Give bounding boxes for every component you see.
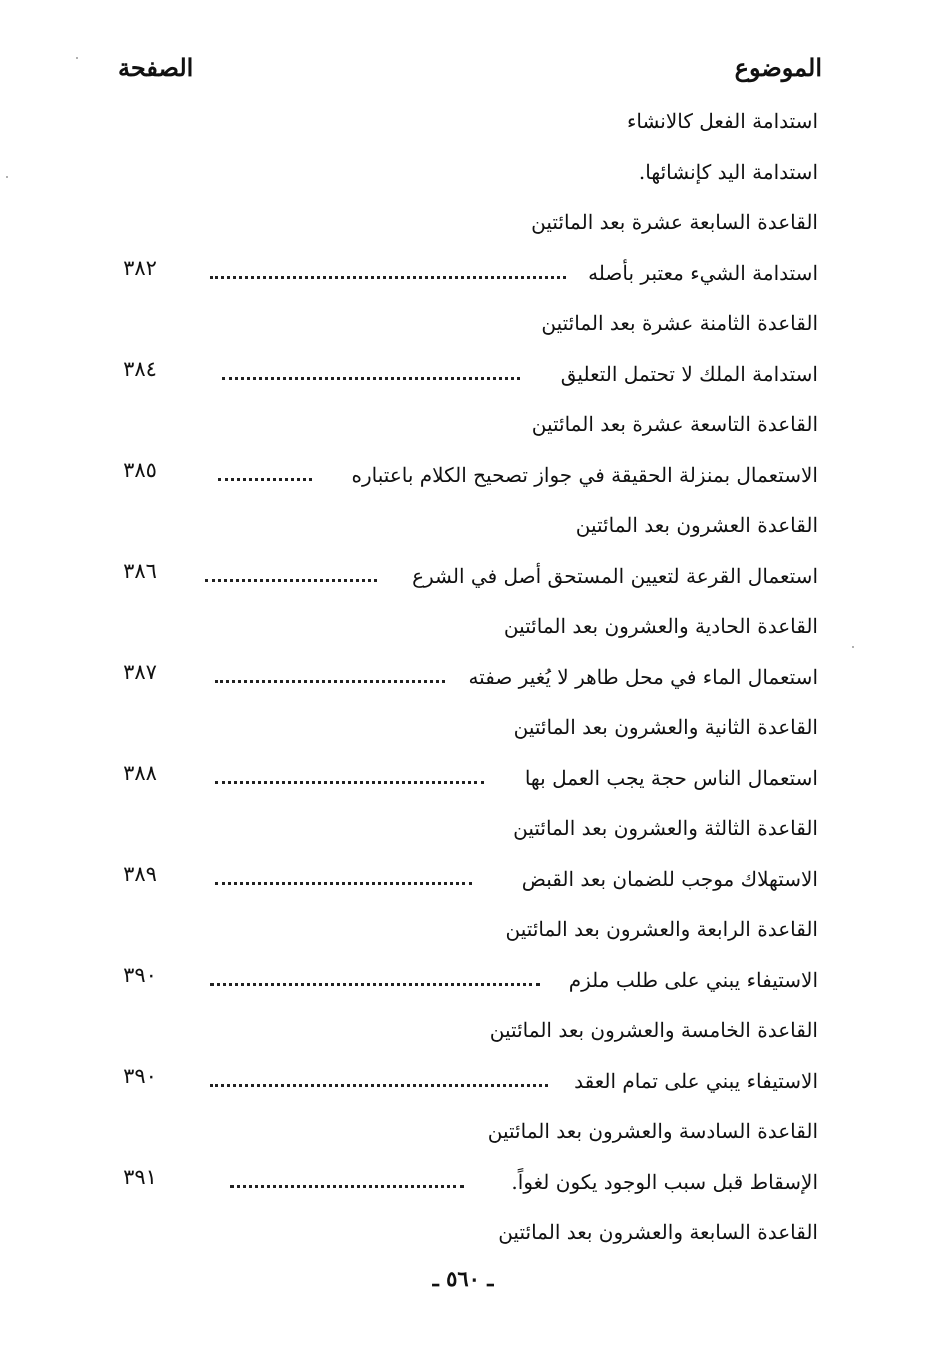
rule-heading-text: استدامة اليد كإنشائها.	[638, 159, 818, 184]
dot-leader	[230, 1185, 464, 1188]
entry-title: الاستعمال بمنزلة الحقيقة في جواز تصحيح الكلام باعتباره	[351, 462, 818, 487]
rule-heading-text: القاعدة العشرون بعد المائتين	[575, 513, 818, 537]
entry-page-number: ٣٨٤	[123, 356, 157, 381]
index-entry	[0, 451, 926, 502]
index-entries	[0, 97, 926, 1259]
index-entry	[0, 855, 926, 906]
entry-page-number: ٣٨٥	[123, 457, 157, 482]
index-entry	[0, 956, 926, 1007]
rule-heading-text: القاعدة السادسة والعشرون بعد المائتين	[487, 1119, 818, 1143]
dot-leader	[205, 579, 377, 582]
entry-title: الاستهلاك موجب للضمان بعد القبض	[521, 866, 818, 891]
rule-heading-text: القاعدة الثالثة والعشرون بعد المائتين	[513, 816, 818, 840]
rule-heading	[0, 400, 926, 451]
dot-leader	[210, 983, 540, 986]
scan-speck	[76, 57, 78, 59]
index-entry	[0, 552, 926, 603]
scan-speck	[6, 176, 8, 178]
rule-heading-text: القاعدة الرابعة والعشرون بعد المائتين	[505, 917, 818, 941]
column-header-subject: الموضوع	[734, 53, 822, 82]
entry-title: الاستيفاء يبني على تمام العقد	[574, 1068, 818, 1093]
index-entry	[0, 249, 926, 300]
entry-page-number: ٣٨٨	[123, 760, 157, 785]
entry-page-number: ٣٩١	[123, 1164, 157, 1189]
index-entry	[0, 1158, 926, 1209]
rule-heading-text: القاعدة السابعة والعشرون بعد المائتين	[498, 1220, 818, 1244]
entry-title: الاستيفاء يبني على طلب ملزم	[568, 967, 818, 992]
page-number: ـ ٥٦٠ ـ	[432, 1266, 494, 1291]
dot-leader	[215, 882, 472, 885]
entry-page-number: ٣٩٠	[123, 962, 157, 987]
rule-heading	[0, 1208, 926, 1259]
scan-speck	[852, 646, 854, 648]
rule-heading	[0, 602, 926, 653]
rule-heading	[0, 148, 926, 199]
rule-heading-text: القاعدة الخامسة والعشرون بعد المائتين	[489, 1018, 818, 1042]
entry-page-number: ٣٨٧	[123, 659, 157, 684]
dot-leader	[218, 478, 312, 481]
index-entry	[0, 754, 926, 805]
rule-heading	[0, 1006, 926, 1057]
dot-leader	[210, 1084, 548, 1087]
dot-leader	[215, 680, 445, 683]
rule-heading	[0, 804, 926, 855]
rule-heading-text: القاعدة الثانية والعشرون بعد المائتين	[513, 715, 818, 739]
rule-heading-text: استدامة الفعل كالانشاء	[626, 109, 818, 133]
dot-leader	[210, 276, 566, 279]
rule-heading-text: القاعدة الحادية والعشرون بعد المائتين	[503, 614, 818, 638]
rule-heading	[0, 299, 926, 350]
rule-heading	[0, 1107, 926, 1158]
entry-title: استدامة الملك لا تحتمل التعليق	[560, 361, 818, 386]
entry-title: استعمال الماء في محل طاهر لا يُغير صفته	[468, 664, 818, 689]
rule-heading	[0, 198, 926, 249]
entry-title: استدامة الشيء معتبر بأصله	[588, 260, 818, 285]
rule-heading	[0, 905, 926, 956]
rule-heading	[0, 703, 926, 754]
entry-title: استعمال الناس حجة يجب العمل بها	[524, 765, 818, 790]
rule-heading-text: القاعدة السابعة عشرة بعد المائتين	[531, 210, 818, 234]
dot-leader	[215, 781, 484, 784]
entry-page-number: ٣٨٦	[123, 558, 157, 583]
entry-page-number: ٣٨٩	[123, 861, 157, 886]
entry-page-number: ٣٨٢	[123, 255, 157, 280]
entry-page-number: ٣٩٠	[123, 1063, 157, 1088]
rule-heading-text: القاعدة الثامنة عشرة بعد المائتين	[541, 311, 818, 335]
entry-title: الإسقاط قبل سبب الوجود يكون لغواً.	[511, 1169, 818, 1194]
index-entry	[0, 350, 926, 401]
rule-heading	[0, 501, 926, 552]
index-entry	[0, 653, 926, 704]
rule-heading-text: القاعدة التاسعة عشرة بعد المائتين	[531, 412, 818, 436]
rule-heading	[0, 97, 926, 148]
entry-title: استعمال القرعة لتعيين المستحق أصل في الشرع	[412, 563, 818, 588]
dot-leader	[222, 377, 520, 380]
index-entry	[0, 1057, 926, 1108]
column-header-page: الصفحة	[118, 53, 194, 82]
